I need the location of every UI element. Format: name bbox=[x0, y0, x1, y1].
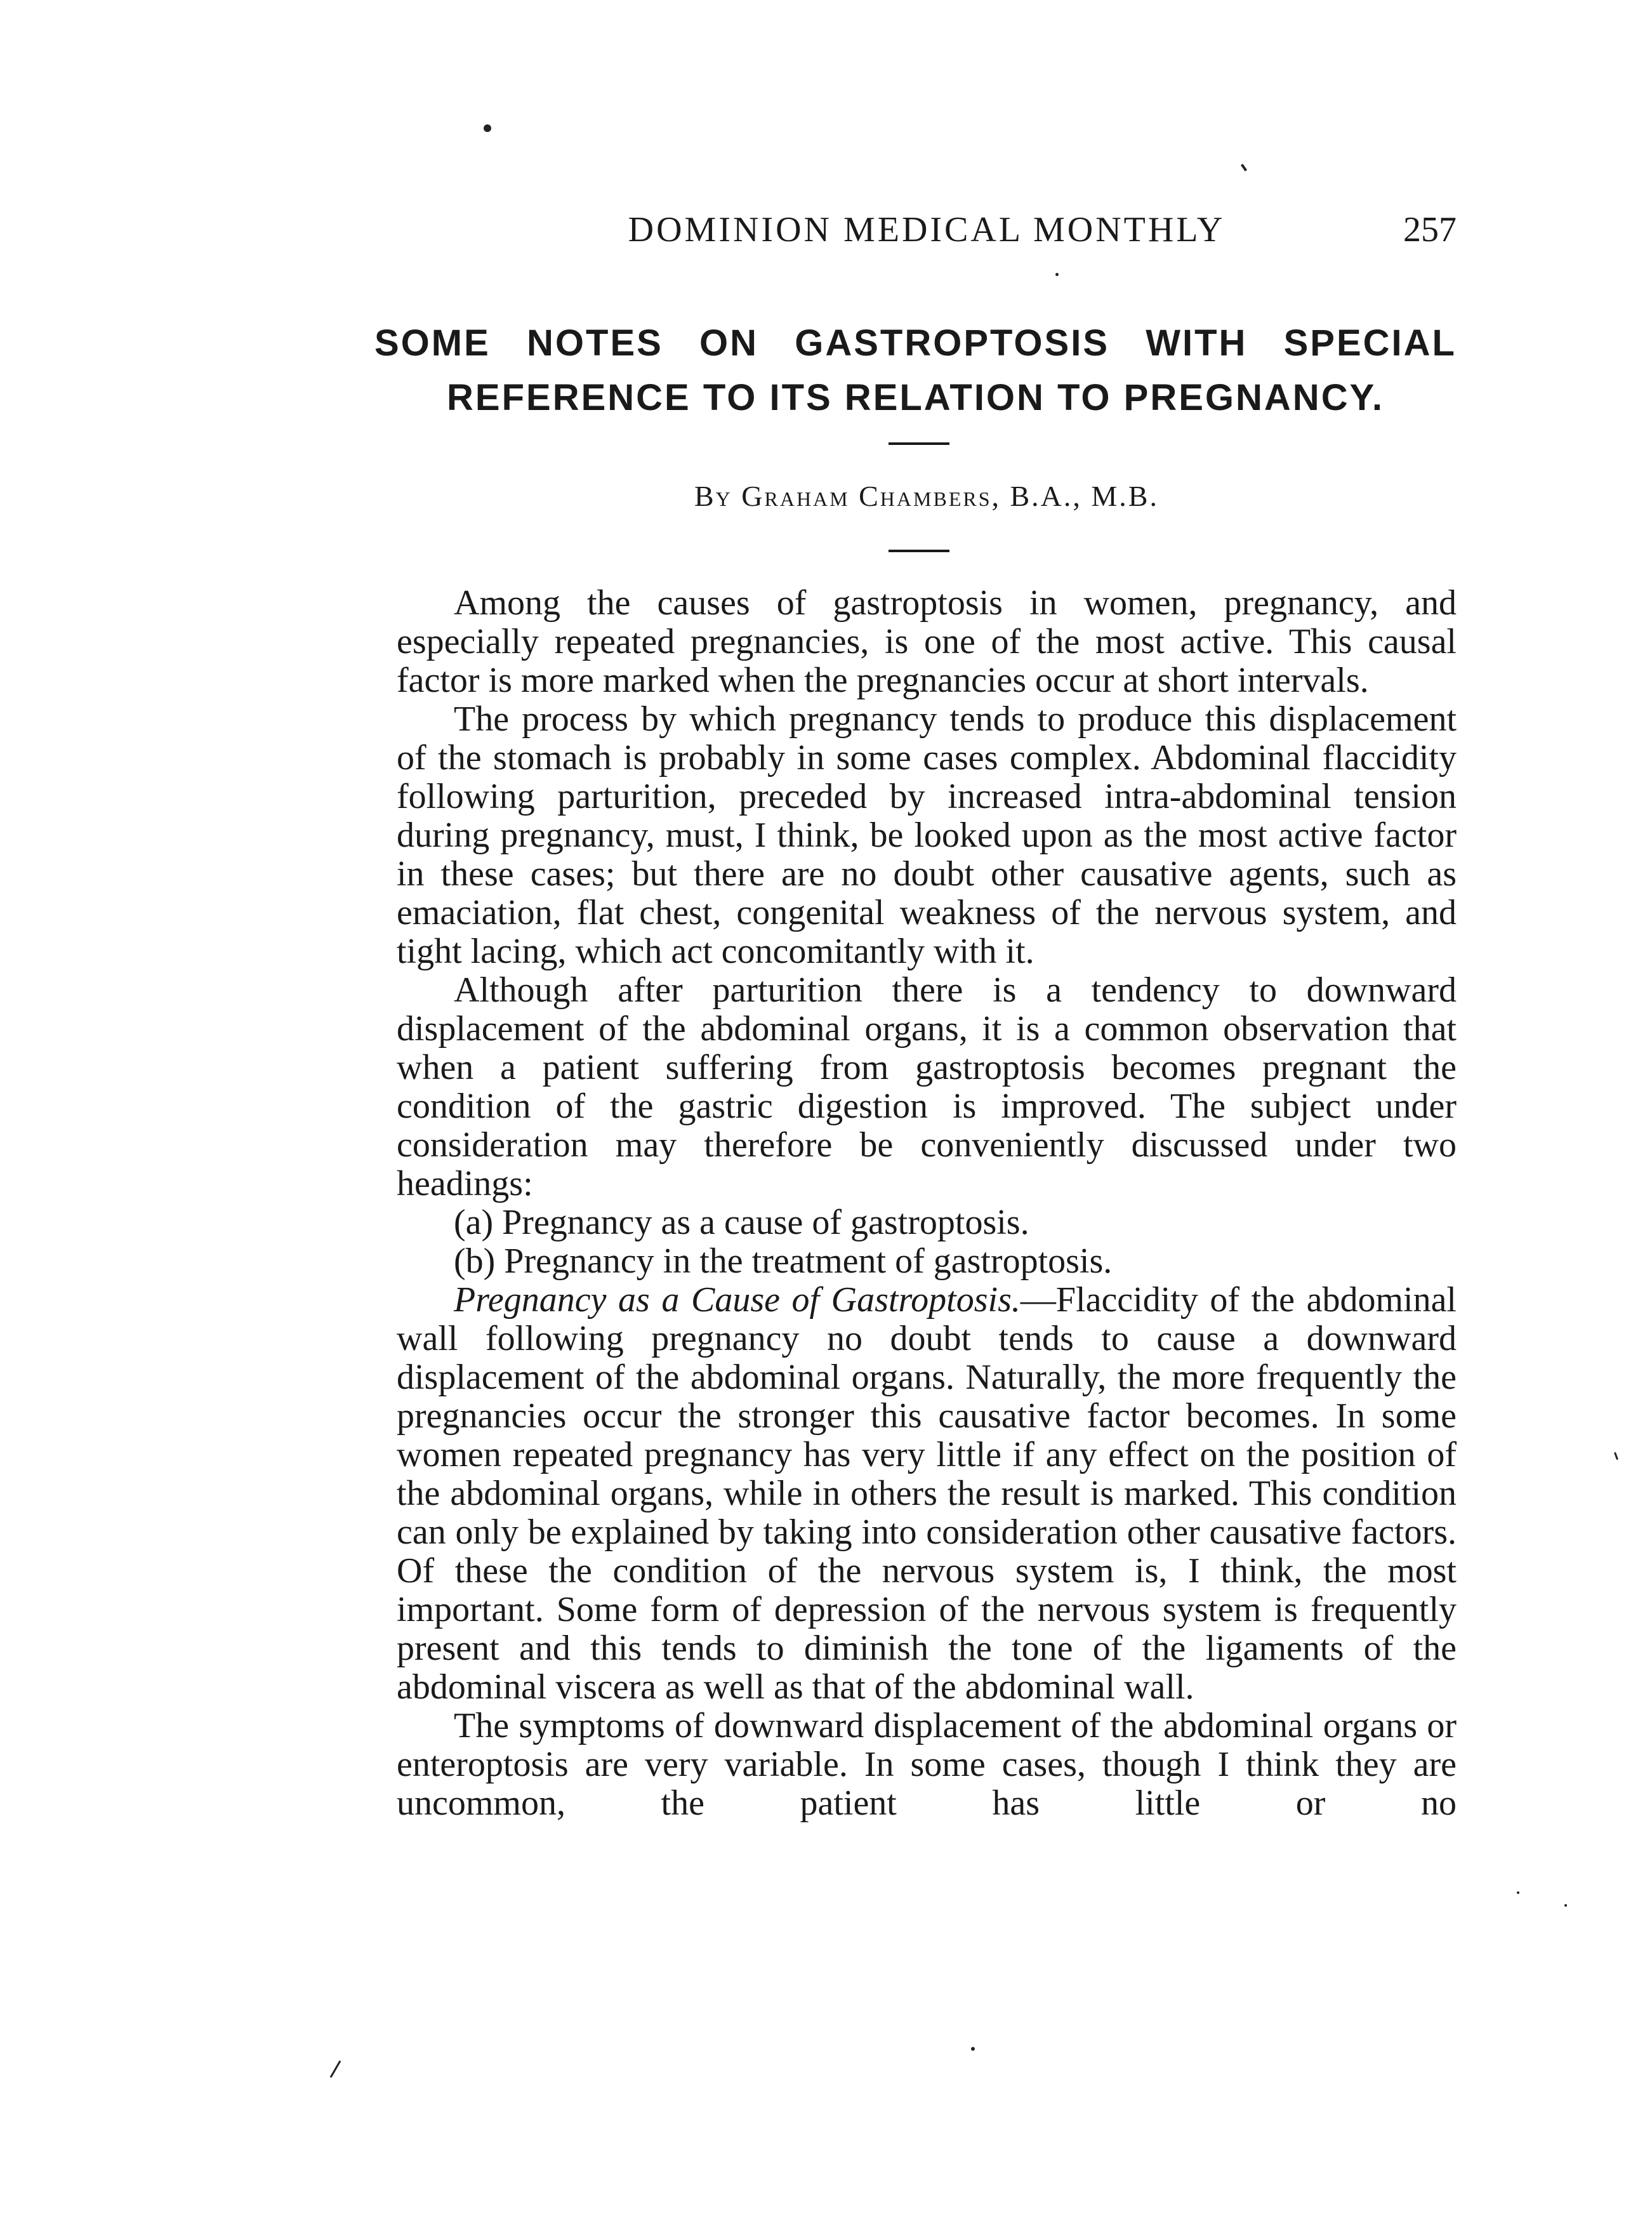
scan-speck bbox=[971, 2047, 975, 2051]
title-word: SOME bbox=[374, 322, 491, 364]
list-item: (a) Pregnancy as a cause of gastroptosis. bbox=[454, 1203, 1029, 1242]
paragraph: Although after parturition there is a tendency to downward displacement of the abdominal organs, it is a common observation that when a patient suffering from gastroptosis becomes pregnant the condition of the gastric digestion is improved. The subject under consideration may therefore be conveniently discussed under two headings: bbox=[397, 970, 1457, 1203]
running-title: DOMINION MEDICAL MONTHLY bbox=[628, 210, 1226, 249]
title-word: GASTROPTOSIS bbox=[795, 322, 1110, 364]
divider-rule-top bbox=[889, 442, 949, 445]
title-word: NOTES bbox=[527, 322, 663, 364]
list-item: (b) Pregnancy in the treatment of gastroptosis. bbox=[454, 1241, 1113, 1281]
scan-speck bbox=[484, 124, 491, 132]
paragraph-text: —Flaccidity of the abdominal wall following pregnancy no doubt tends to cause a downward displacement of the abdominal organs. Naturally, the more frequently the pregnancies occur the stronger this causative factor becomes. In some women repeated pregnancy has very little if any effect on the position of the abdominal organs, while in others the result is marked. This condition can only be explained by taking into consideration other causative factors. Of these the condition of the nervous system is, I think, the most important. Some form of depression of the nervous system is frequently present and this tends to diminish the tone of the ligaments of the abdominal viscera as well as that of the abdominal wall. bbox=[397, 1280, 1457, 1707]
article-title bbox=[374, 316, 1457, 425]
scan-speck bbox=[1055, 273, 1059, 276]
scan-speck bbox=[1564, 1904, 1567, 1907]
title-word: ON bbox=[699, 322, 759, 364]
scan-speck bbox=[1241, 164, 1247, 171]
scan-speck bbox=[330, 2060, 341, 2077]
running-header bbox=[397, 209, 1457, 260]
page-number: 257 bbox=[1403, 210, 1457, 249]
title-line-2: REFERENCE TO ITS RELATION TO PREGNANCY. bbox=[447, 377, 1384, 418]
divider-rule-bottom bbox=[889, 550, 949, 552]
paragraph: The symptoms of downward displacement of the abdominal organs or enteroptosis are very variable. In some cases, though I think they are uncommon, the patient has little or no bbox=[397, 1706, 1457, 1823]
paragraph: The process by which pregnancy tends to produce this displacement of the stomach is probably in some cases complex. Abdominal flaccidity following parturition, preceded by increased intra-abdominal tension during pregnancy, must, I think, be looked upon as the most active factor in these cases; but there are no doubt other causative agents, such as emaciation, flat chest, congenital weakness of the nervous system, and tight lacing, which act concomitantly with it. bbox=[397, 699, 1457, 971]
scan-speck bbox=[1517, 1891, 1519, 1894]
section-heading: Pregnancy as a Cause of Gastroptosis. bbox=[454, 1280, 1021, 1320]
paragraph: Among the causes of gastroptosis in women, pregnancy, and especially repeated pregnancies, is one of the most active. This causal factor is more marked when the pregnancies occur at short intervals. bbox=[397, 583, 1457, 700]
title-line-1 bbox=[374, 316, 1457, 371]
title-word: WITH bbox=[1146, 322, 1248, 364]
scan-speck bbox=[1614, 1452, 1618, 1460]
title-word: SPECIAL bbox=[1283, 322, 1457, 364]
paragraph bbox=[397, 1281, 1457, 1707]
article-body bbox=[397, 584, 1457, 1823]
byline: By Graham Chambers, B.A., M.B. bbox=[694, 480, 1159, 512]
